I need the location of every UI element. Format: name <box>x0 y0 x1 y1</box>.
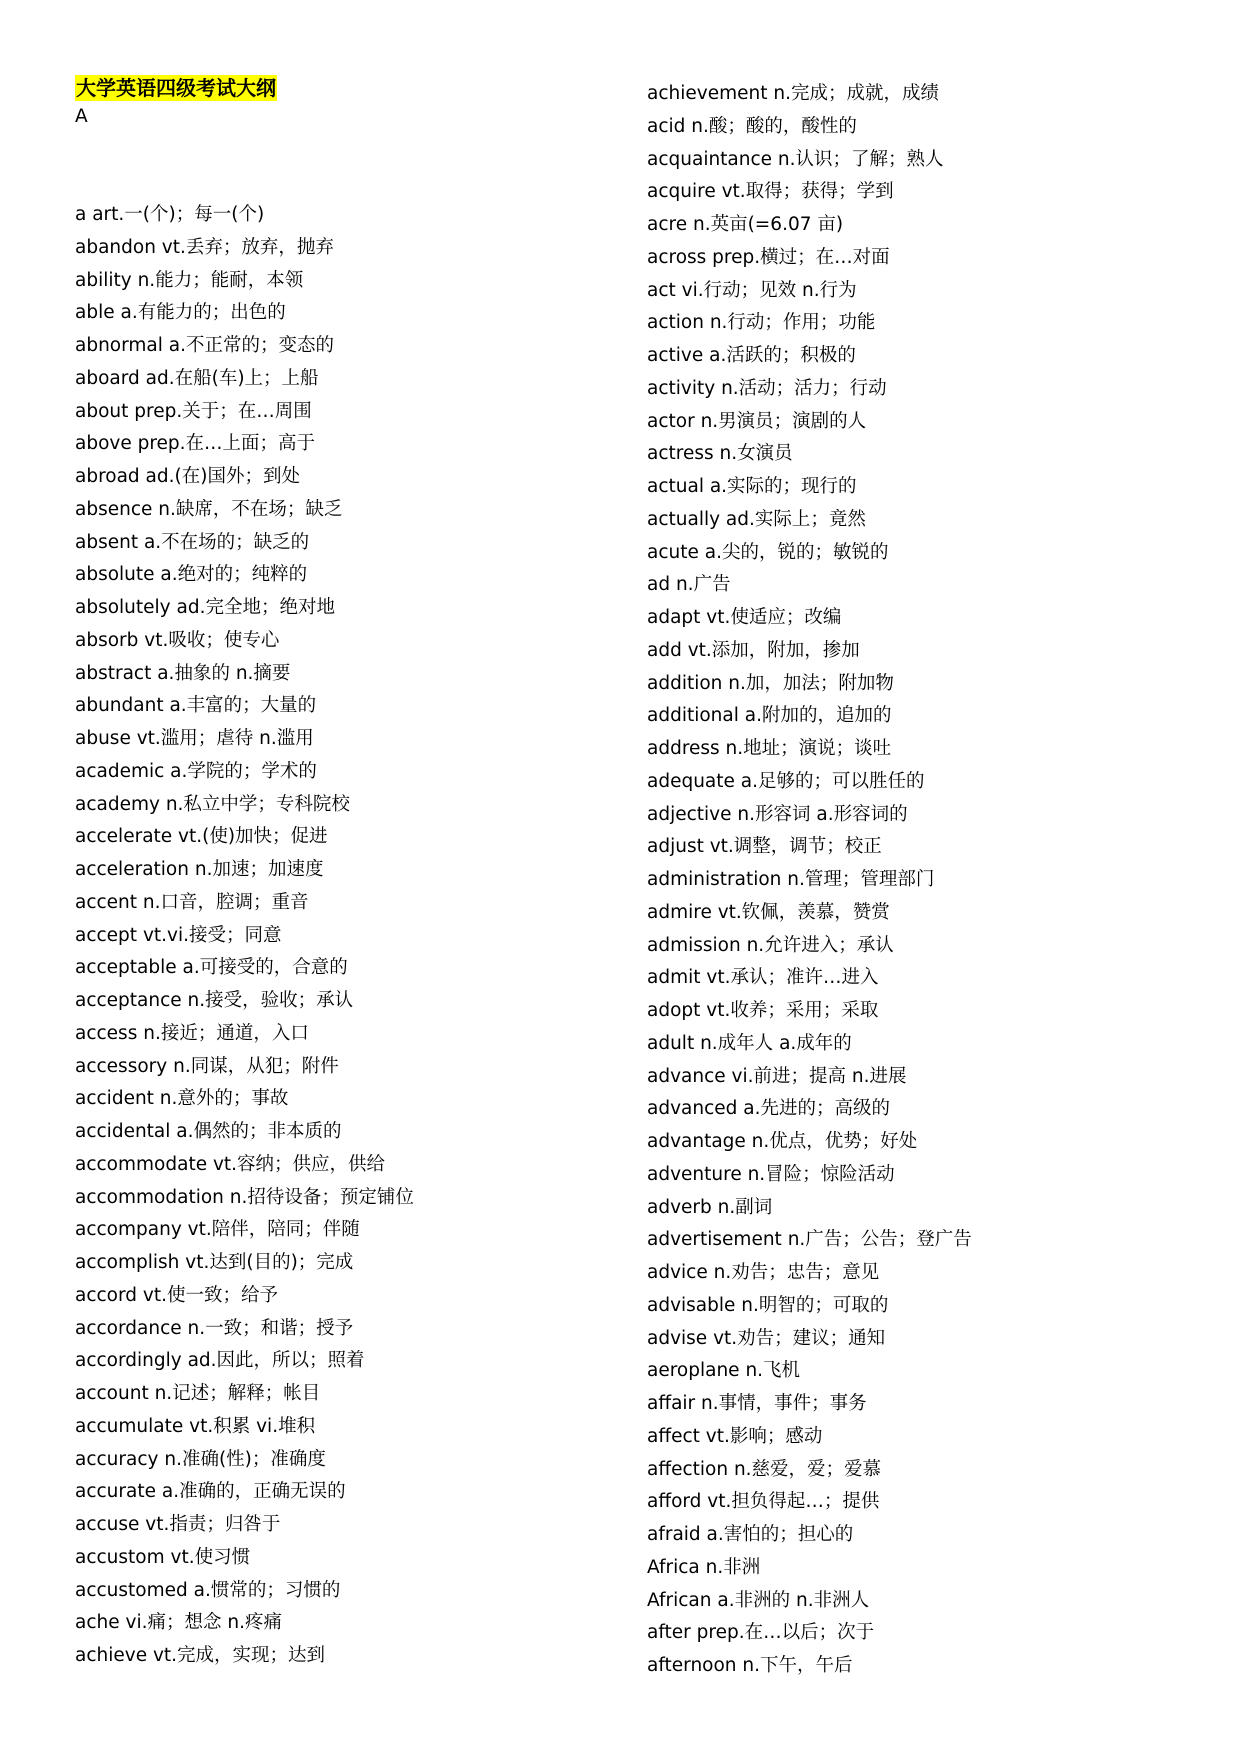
vocabulary-entry: act vi.行动；见效 n.行为 <box>647 279 857 301</box>
vocabulary-entry: afternoon n.下午，午后 <box>647 1655 853 1676</box>
vocabulary-entry: actor n.男演员；演剧的人 <box>647 410 867 432</box>
vocabulary-entry: ability n.能力；能耐，本领 <box>75 269 304 291</box>
vocabulary-entry: about prep.关于；在…周围 <box>75 400 312 422</box>
vocabulary-entry: accommodation n.招待设备；预定铺位 <box>75 1186 414 1208</box>
vocabulary-entry: active a.活跃的；积极的 <box>647 345 856 366</box>
vocabulary-entry: acute a.尖的，锐的；敏锐的 <box>647 541 889 563</box>
vocabulary-entry: acquire vt.取得；获得；学到 <box>647 181 894 203</box>
vocabulary-entry: accurate a.准确的，正确无误的 <box>75 1481 346 1503</box>
vocabulary-entry: adequate a.足够的；可以胜任的 <box>647 770 925 792</box>
vocabulary-entry: accumulate vt.积累 vi.堆积 <box>75 1415 316 1437</box>
vocabulary-entry: advanced a.先进的；高级的 <box>647 1098 890 1120</box>
vocabulary-entry: accompany vt.陪伴，陪同；伴随 <box>75 1219 360 1241</box>
vocabulary-entry: acceptable a.可接受的，合意的 <box>75 957 348 979</box>
vocabulary-entry: adventure n.冒险；惊险活动 <box>647 1163 895 1185</box>
vocabulary-entry: actress n.女演员 <box>647 443 793 465</box>
vocabulary-entry: accent n.口音，腔调；重音 <box>75 891 309 913</box>
vocabulary-entry: accessory n.同谋，从犯；附件 <box>75 1055 339 1077</box>
vocabulary-entry: abstract a.抽象的 n.摘要 <box>75 662 291 684</box>
vocabulary-entry: admire vt.钦佩，羡慕，赞赏 <box>647 901 890 923</box>
vocabulary-entry: accelerate vt.(使)加快；促进 <box>75 826 328 848</box>
vocabulary-entry: adult n.成年人 a.成年的 <box>647 1032 852 1054</box>
vocabulary-entry: advise vt.劝告；建议；通知 <box>647 1327 886 1349</box>
vocabulary-entry: advertisement n.广告；公告；登广告 <box>647 1229 972 1251</box>
vocabulary-entry: accuse vt.指责；归咎于 <box>75 1514 281 1535</box>
vocabulary-entry: add vt.添加，附加，掺加 <box>647 639 860 661</box>
vocabulary-entry: abroad ad.(在)国外；到处 <box>75 466 300 487</box>
vocabulary-entry: absent a.不在场的；缺乏的 <box>75 531 310 553</box>
vocabulary-entry: after prep.在…以后；次于 <box>647 1622 875 1644</box>
vocabulary-entry: afford vt.担负得起…；提供 <box>647 1491 880 1513</box>
vocabulary-entry: abnormal a.不正常的；变态的 <box>75 335 335 356</box>
blank-space <box>75 134 414 200</box>
vocabulary-entry: Africa n.非洲 <box>647 1556 761 1578</box>
vocabulary-entry: acquaintance n.认识；了解；熟人 <box>647 148 944 170</box>
vocabulary-entry: action n.行动；作用；功能 <box>647 312 876 334</box>
vocabulary-entry: ache vi.痛；想念 n.疼痛 <box>75 1612 282 1634</box>
vocabulary-entry: ad n.广告 <box>647 574 731 596</box>
vocabulary-entry: admit vt.承认；准许…进入 <box>647 967 879 989</box>
right-column <box>647 78 972 1683</box>
vocabulary-entry: additional a.附加的，追加的 <box>647 705 892 727</box>
vocabulary-entry: advice n.劝告；忠告；意见 <box>647 1262 880 1283</box>
vocabulary-entry: actually ad.实际上；竟然 <box>647 508 866 530</box>
vocabulary-entry: absorb vt.吸收；使专心 <box>75 629 280 651</box>
vocabulary-entry: accustomed a.惯常的；习惯的 <box>75 1579 341 1601</box>
vocabulary-entry: accept vt.vi.接受；同意 <box>75 924 282 946</box>
vocabulary-entry: achievement n.完成；成就，成绩 <box>647 83 939 104</box>
vocabulary-entry: afraid a.害怕的；担心的 <box>647 1524 854 1545</box>
vocabulary-entry: advisable n.明智的；可取的 <box>647 1294 889 1316</box>
vocabulary-entry: administration n.管理；管理部门 <box>647 869 935 890</box>
document-title: 大学英语四级考试大纲 <box>76 76 276 100</box>
vocabulary-entry: accident n.意外的；事故 <box>75 1088 289 1110</box>
vocabulary-entry: accord vt.使一致；给予 <box>75 1284 278 1306</box>
vocabulary-entry: access n.接近；通道，入口 <box>75 1022 309 1044</box>
vocabulary-entry: address n.地址；演说；谈吐 <box>647 738 892 759</box>
vocabulary-entry: adopt vt.收养；采用；采取 <box>647 1000 879 1021</box>
vocabulary-entry: affair n.事情，事件；事务 <box>647 1393 867 1414</box>
vocabulary-entry: affect vt.影响；感动 <box>647 1425 823 1447</box>
section-letter: A <box>75 105 88 127</box>
vocabulary-entry: above prep.在…上面；高于 <box>75 433 316 455</box>
right-vocabulary-list <box>647 78 972 1683</box>
vocabulary-entry: account n.记述；解释；帐目 <box>75 1383 321 1404</box>
vocabulary-entry: across prep.横过；在…对面 <box>647 246 890 268</box>
vocabulary-entry: accidental a.偶然的；非本质的 <box>75 1121 342 1142</box>
vocabulary-entry: abandon vt.丢弃；放弃，抛弃 <box>75 236 334 258</box>
vocabulary-entry: acceptance n.接受，验收；承认 <box>75 990 354 1011</box>
vocabulary-entry: acceleration n.加速；加速度 <box>75 859 324 880</box>
vocabulary-entry: affection n.慈爱，爱；爱慕 <box>647 1458 882 1480</box>
vocabulary-entry: absolutely ad.完全地；绝对地 <box>75 597 335 618</box>
vocabulary-entry: abundant a.丰富的；大量的 <box>75 695 317 717</box>
vocabulary-entry: accustom vt.使习惯 <box>75 1546 251 1568</box>
vocabulary-entry: academy n.私立中学；专科院校 <box>75 793 350 815</box>
vocabulary-entry: activity n.活动；活力；行动 <box>647 377 887 399</box>
vocabulary-entry: absence n.缺席，不在场；缺乏 <box>75 498 343 520</box>
vocabulary-entry: aeroplane n.飞机 <box>647 1360 801 1382</box>
vocabulary-entry: accordance n.一致；和谐；授予 <box>75 1317 354 1339</box>
vocabulary-entry: actual a.实际的；现行的 <box>647 476 857 497</box>
vocabulary-entry: adjust vt.调整，调节；校正 <box>647 836 882 858</box>
left-vocabulary-list <box>75 199 414 1673</box>
title-row <box>75 68 414 101</box>
vocabulary-entry: adapt vt.使适应；改编 <box>647 607 842 628</box>
vocabulary-entry: accuracy n.准确(性)；准确度 <box>75 1448 326 1470</box>
vocabulary-entry: absolute a.绝对的；纯粹的 <box>75 564 308 586</box>
vocabulary-entry: accommodate vt.容纳；供应，供给 <box>75 1153 386 1175</box>
vocabulary-entry: able a.有能力的；出色的 <box>75 302 286 324</box>
vocabulary-entry: abuse vt.滥用；虐待 n.滥用 <box>75 728 314 749</box>
vocabulary-entry: academic a.学院的；学术的 <box>75 760 317 782</box>
vocabulary-entry: accomplish vt.达到(目的)；完成 <box>75 1252 354 1273</box>
vocabulary-entry: acid n.酸；酸的，酸性的 <box>647 115 857 137</box>
vocabulary-entry: a art.一(个)；每一(个) <box>75 204 265 225</box>
vocabulary-entry: adverb n.副词 <box>647 1196 773 1218</box>
vocabulary-entry: accordingly ad.因此，所以；照着 <box>75 1350 365 1372</box>
vocabulary-entry: aboard ad.在船(车)上；上船 <box>75 367 319 389</box>
vocabulary-entry: addition n.加，加法；附加物 <box>647 672 894 694</box>
vocabulary-entry: achieve vt.完成，实现；达到 <box>75 1645 326 1666</box>
vocabulary-entry: adjective n.形容词 a.形容词的 <box>647 803 908 825</box>
left-column <box>75 68 414 1673</box>
vocabulary-entry: advantage n.优点，优势；好处 <box>647 1131 918 1152</box>
vocabulary-entry: admission n.允许进入；承认 <box>647 934 894 956</box>
vocabulary-entry: acre n.英亩(=6.07 亩) <box>647 214 844 235</box>
vocabulary-entry: advance vi.前进；提高 n.进展 <box>647 1065 907 1087</box>
vocabulary-entry: African a.非洲的 n.非洲人 <box>647 1589 870 1611</box>
